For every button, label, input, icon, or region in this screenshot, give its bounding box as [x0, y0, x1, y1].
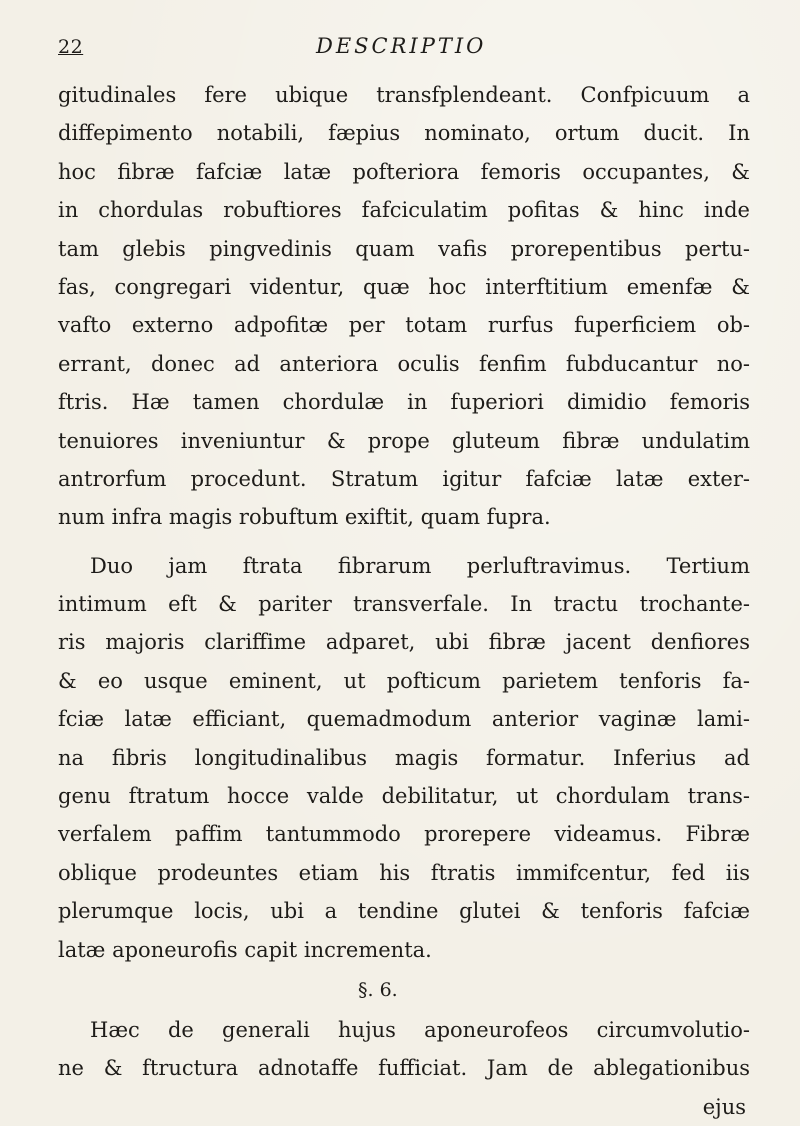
text-line: tam glebis pingvedinis quam vafis prorepentibus pertu- — [58, 236, 750, 261]
text-line: fciæ latæ efficiant, quemadmodum anterior vaginæ lami- — [58, 707, 750, 732]
text-line: num infra magis robuftum exiftit, quam fupra. — [58, 505, 551, 530]
running-head: DESCRIPTIO — [316, 34, 487, 58]
text-line: Duo jam ftrata fibrarum perluftravimus. Tertium — [90, 553, 750, 578]
text-line: fas, congregari videntur, quæ hoc interftitium emenfæ & — [58, 274, 750, 299]
text-line: plerumque locis, ubi a tendine glutei & tenforis fafciæ — [58, 899, 750, 924]
text-line: & eo usque eminent, ut pofticum parietem tenforis fa- — [58, 668, 750, 693]
text-line: ftris. Hæ tamen chordulæ in fuperiori dimidio femoris — [58, 390, 750, 415]
text-line: ris majoris clariffime adparet, ubi fibræ jacent denfiores — [58, 630, 750, 655]
text-line: oblique prodeuntes etiam his ftratis immifcentur, fed iis — [58, 860, 750, 885]
page-header — [58, 34, 748, 64]
page-number: 22 — [58, 36, 84, 58]
text-line: latæ aponeurofis capit incrementa. — [58, 937, 432, 962]
paragraph-3 — [58, 1011, 750, 1088]
text-line: gitudinales fere ubique transfplendeant. Confpicuum a — [58, 83, 750, 107]
text-line: intimum eft & pariter transverfale. In tractu trochante- — [58, 592, 750, 617]
body-text — [58, 76, 750, 1126]
text-line: genu ftratum hocce valde debilitatur, ut chordulam trans- — [58, 784, 750, 809]
catchword: ejus — [702, 1094, 746, 1119]
paragraph-2 — [58, 547, 750, 969]
text-line: diffepimento notabili, fæpius nominato, ortum ducit. In — [58, 121, 750, 146]
text-line: Hæc de generali hujus aponeurofeos circumvolutio- — [90, 1017, 750, 1042]
text-line: verfalem paffim tantummodo prorepere videamus. Fibræ — [58, 822, 750, 847]
text-line: antrorfum procedunt. Stratum igitur fafciæ latæ exter- — [58, 466, 750, 491]
text-line: errant, donec ad anteriora oculis fenfim fubducantur no- — [58, 351, 750, 376]
text-line: tenuiores inveniuntur & prope gluteum fibræ undulatim — [58, 428, 750, 453]
paragraph-1 — [58, 76, 750, 537]
text-line: hoc fibræ fafciæ latæ pofteriora femoris occupantes, & — [58, 159, 750, 184]
text-line: vafto externo adpofitæ per totam rurfus fuperficiem ob- — [58, 313, 750, 338]
text-line: na fibris longitudinalibus magis formatur. Inferius ad — [58, 745, 750, 770]
section-heading: §. 6. — [358, 978, 398, 1001]
text-line: in chordulas robuftiores fafciculatim pofitas & hinc inde — [58, 198, 750, 223]
text-line: ne & ftructura adnotaffe fufficiat. Jam de ablegationibus — [58, 1056, 750, 1081]
